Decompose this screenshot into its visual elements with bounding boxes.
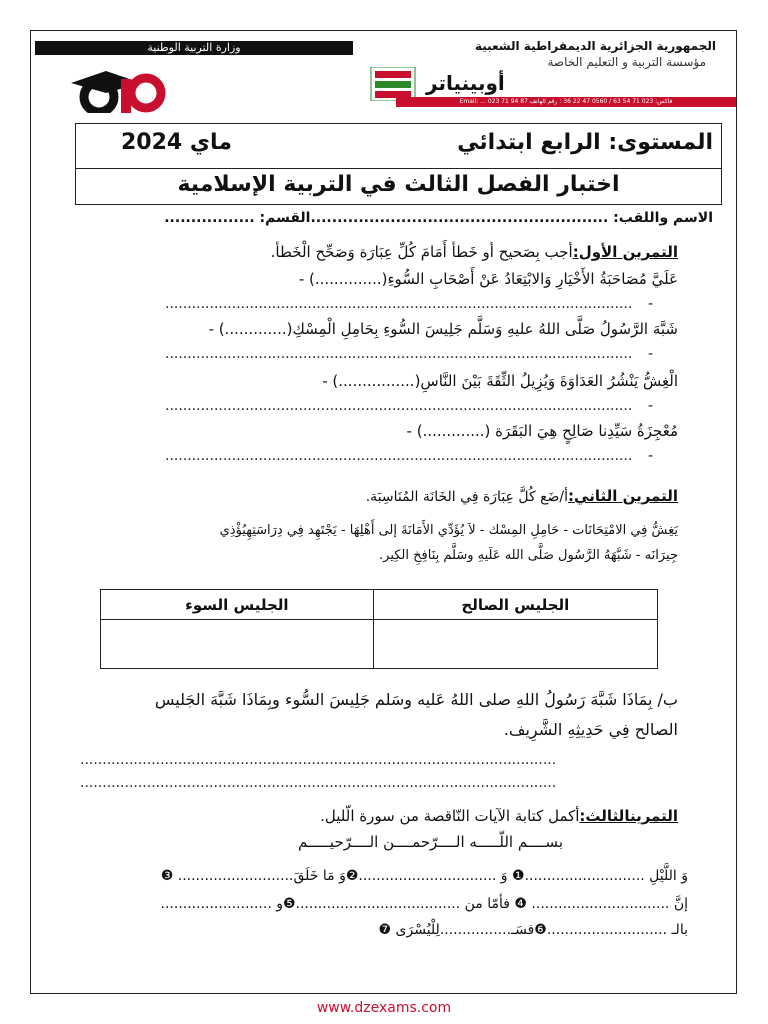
ex3-heading (320, 807, 678, 825)
ex1-answer-line[interactable]: ......................................................................................................... (165, 448, 633, 464)
ex2-part-b-line-1: ب/ بِمَاذَا شَبَّهَ رَسُولُ اللهِ صلى اللهُ عَليه وسَلم جَلِيسَ السُّوء وبِمَاذَا شَبَّهَ الجَليس (154, 690, 678, 709)
ex1-dash: - (648, 296, 654, 312)
republic-name: الجمهورية الجزائرية الديمقراطية الشعبية (474, 39, 716, 53)
ex2-instruction: أ/ضَع كُلَّ عِبَارَة فِي الخَانَة المُنَاسِبَة. (365, 489, 569, 505)
companions-table (100, 589, 658, 669)
table-cell-good[interactable] (373, 620, 657, 669)
institution-name: مؤسسة التربية و التعليم الخاصة (547, 55, 706, 69)
ex1-title: التمرين الأول: (572, 243, 678, 261)
exam-title-box (75, 123, 722, 205)
exam-date: ماي 2024 (121, 130, 232, 155)
basmala: بســــم اللّـــــه الــــرّحمــــن الــــرّحيـــــم (297, 833, 563, 851)
ex2-answer-line[interactable]: ........................................................................................................... (80, 752, 557, 768)
verse-line-3[interactable]: بالـ ...........................❻فسَـ................لِلْيُسْرَى ❼ (378, 922, 688, 938)
contact-strip: Email: ... 023 71 94 87 فاكس: 023 71 54 63 / 0560 47 22 36 : رقم الهاتف (396, 97, 736, 107)
ex1-dash: - (648, 398, 654, 414)
brand-name: أوبينياتر (426, 71, 505, 95)
table-header-bad: الجليس السوء (101, 590, 374, 620)
ex1-item-2: شَبَّهَ الرَّسُولُ صَلَّى اللهُ عليهِ وَسَلَّم جَلِيسَ السُّوءِ بِحَامِلِ الْمِسْكِ(.............) - (208, 320, 678, 338)
ministry-banner: وزارة التربية الوطنية (35, 41, 353, 55)
ex1-dash: - (648, 448, 654, 464)
table-header-good: الجليس الصالح (373, 590, 657, 620)
ex1-item-4: مُعْجِزَةُ سَيِّدِنا صَالِحٍ هِيَ البَقَرَة (.............) - (406, 422, 678, 440)
table-cell-bad[interactable] (101, 620, 374, 669)
ex3-title: التمرينالثالث: (579, 807, 678, 825)
school-header (31, 31, 736, 113)
ex1-instruction: أجب بِصَحيح أو خَطأ أَمَامَ كُلِّ عِبَارَة وَصَحِّح الْخَطأ. (270, 243, 573, 261)
ex2-phrases-line-2: جِيرَانَه - شَبَّهَهُ الرَّسُول صَلَّى الله عَلَيهِ وسَلَّم بِنَافِخِ الكِير. (379, 548, 678, 563)
ex2-title: التمرين الثاني: (568, 487, 678, 505)
ex2-part-b-line-2: الصالح فِي حَدِيثِهِ الشَّرِيف. (503, 720, 678, 739)
ex2-heading (366, 487, 678, 505)
ex2-phrases-line-1: يَغِشُّ فِي الامْتِحَانَات - حَامِلِ المِسْك - لاَ يُؤَدِّي الأَمَانَةَ إلى أَهْلِهَا - يَجْتَهِد فِي دِرَاسَتِهِيُؤْذِي (219, 523, 678, 538)
ex1-heading (271, 243, 678, 261)
verse-line-1[interactable]: وَ اللَّيْلِ ...........................❶ وَ ...............................❷وَ مَا خَلَقَ.......................... ❸ (160, 868, 688, 884)
student-name-line: الاسم واللقب: ........................................................القسم: ................. (164, 210, 713, 226)
level-row (76, 124, 721, 169)
ex1-answer-line[interactable]: ......................................................................................................... (165, 296, 633, 312)
ex2-answer-line[interactable]: ........................................................................................................... (80, 775, 557, 791)
level-label: المستوى: الرابع ابتدائي (457, 130, 713, 155)
ex1-answer-line[interactable]: ......................................................................................................... (165, 346, 633, 362)
ex3-instruction: أكمل كتابة الآيات النّاقصة من سورة الّليل. (320, 807, 580, 825)
verse-line-2[interactable]: إنَّ ............................... ❹ فأمّا من .....................................❺و ......................... (160, 896, 688, 912)
ex1-item-1: عَلَيَّ مُصَاحَبَةُ الأَخْيَارِ وَالابْتِعَادُ عَنْ أَصْحَابِ السُّوءِ(..............) - (298, 270, 678, 288)
ex1-dash: - (648, 346, 654, 362)
header-topbar (31, 37, 736, 55)
school-logo-icon (51, 59, 221, 113)
footer-site-link[interactable]: www.dzexams.com (316, 1000, 452, 1016)
ex1-answer-line[interactable]: ......................................................................................................... (165, 398, 633, 414)
ex1-item-3: الْغِشُّ يَنْشُرُ العَدَاوَةَ وَيُزِيلُ الثِّقَةَ بَيْنَ النَّاسِ(................) - (322, 372, 678, 390)
exam-title: اختبار الفصل الثالث في التربية الإسلامية (177, 172, 620, 197)
